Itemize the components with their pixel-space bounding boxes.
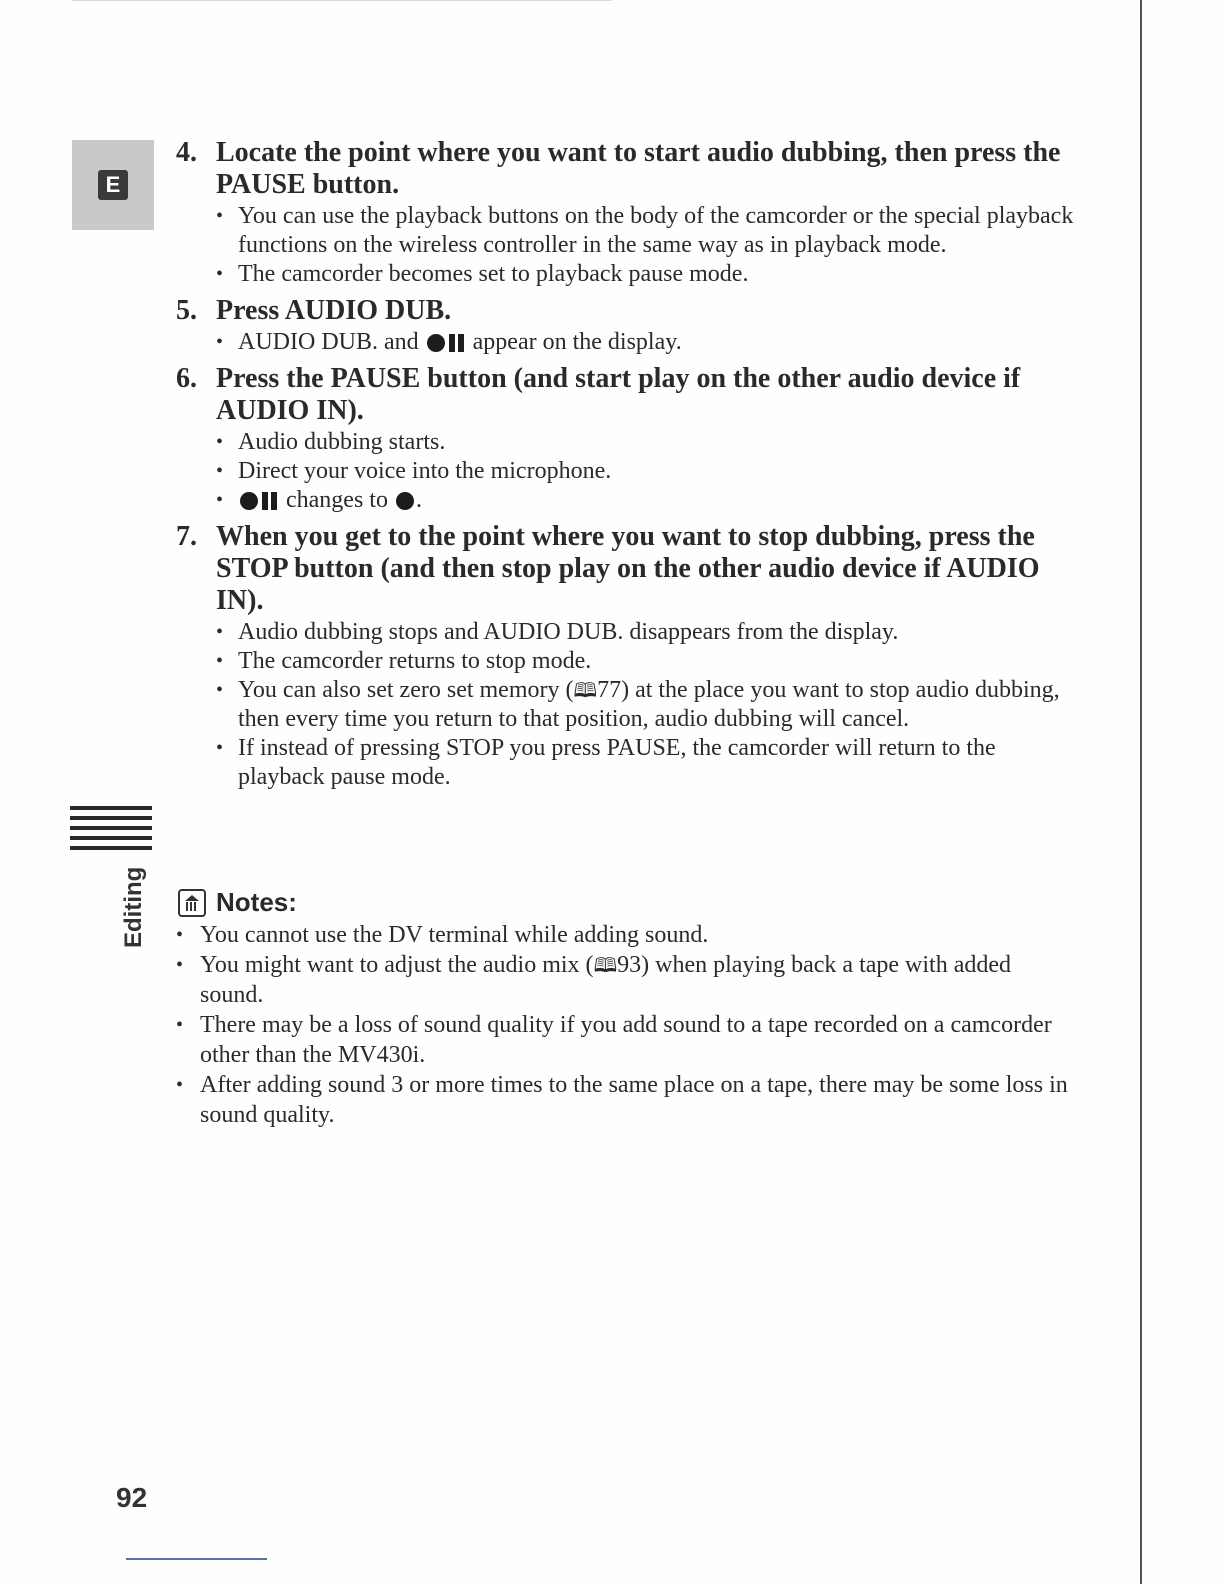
note-text: You might want to adjust the audio mix ( [200,952,594,978]
top-rule [72,0,612,1]
step-bullets [216,428,1076,515]
bullet-item: • Audio dubbing stops and AUDIO DUB. disappears from the display. [216,618,1076,647]
section-label: Editing [120,866,147,948]
bullet-item [216,676,1076,734]
book-reference-icon: 🕮 [573,678,598,702]
step-heading: When you get to the point where you want to stop dubbing, press the STOP button (and then stop play on the other audio device if AUDIO IN). [216,521,1040,616]
step-6 [176,363,1076,515]
bullet-text: AUDIO DUB. and [238,329,419,355]
section-marker-bars [70,806,152,856]
bullet-item: • If instead of pressing STOP you press PAUSE, the camcorder will return to the playback pause mode. [216,734,1076,792]
notes-title: Notes: [216,887,297,917]
record-pause-indicator-icon [240,490,278,512]
notes-header [178,887,1076,918]
language-badge [98,170,128,200]
section-bar [70,816,152,820]
bullet-item [216,486,1076,515]
note-item: • You cannot use the DV terminal while adding sound. [176,920,1076,950]
bullet-item: • Direct your voice into the microphone. [216,457,1076,486]
page-reference: 93 [617,952,642,978]
bullet-item: • The camcorder becomes set to playback pause mode. [216,260,1076,289]
record-indicator-icon [396,492,414,510]
section-bar [70,846,152,850]
step-bullets [216,202,1076,289]
notes-section [176,887,1076,1130]
bullet-text: ) at the place you want to stop audio dubbing, then every time you return to that position, audio dubbing will cancel. [238,677,1060,732]
step-heading: Locate the point where you want to start audio dubbing, then press the PAUSE button. [216,137,1061,200]
note-item: • There may be a loss of sound quality if you add sound to a tape recorded on a camcorder other than the MV430i. [176,1010,1076,1070]
record-pause-indicator-icon [427,332,465,354]
note-item: • After adding sound 3 or more times to the same place on a tape, there may be some loss in sound quality. [176,1070,1076,1130]
step-5 [176,295,1076,357]
section-bar [70,806,152,810]
notes-icon [178,889,206,917]
bullet-item: • You can use the playback buttons on the body of the camcorder or the special playback functions on the wireless controller in the same way as in playback mode. [216,202,1076,260]
bullet-item: • The camcorder returns to stop mode. [216,647,1076,676]
step-number: 7. [176,521,197,552]
step-heading: Press the PAUSE button (and start play on the other audio device if AUDIO IN). [216,363,1021,426]
bullet-item [216,328,1076,357]
bullet-item: • Audio dubbing starts. [216,428,1076,457]
bullet-text: . [415,487,422,513]
step-4 [176,137,1076,289]
step-number: 5. [176,295,197,326]
page-reference: 77 [597,677,622,703]
book-reference-icon: 🕮 [593,953,618,977]
section-bar [70,826,152,830]
step-heading: Press AUDIO DUB. [216,295,452,326]
step-number: 6. [176,363,197,394]
language-badge-letter: E [105,172,121,197]
notes-list [176,920,1076,1130]
step-bullets [216,618,1076,792]
step-number: 4. [176,137,197,168]
bullet-text: You can also set zero set memory ( [238,677,574,703]
bullet-text: changes to [286,487,388,513]
note-text: ) when playing back a tape with added sound. [200,952,1012,1008]
page-number: 92 [116,1482,148,1513]
bottom-rule [126,1558,267,1560]
page-edge-rule [1140,0,1142,1584]
bullet-text: appear on the display. [472,329,682,355]
note-item [176,950,1076,1010]
section-bar [70,836,152,840]
step-bullets [216,328,1076,357]
steps-list [176,137,1076,792]
step-7 [176,521,1076,792]
